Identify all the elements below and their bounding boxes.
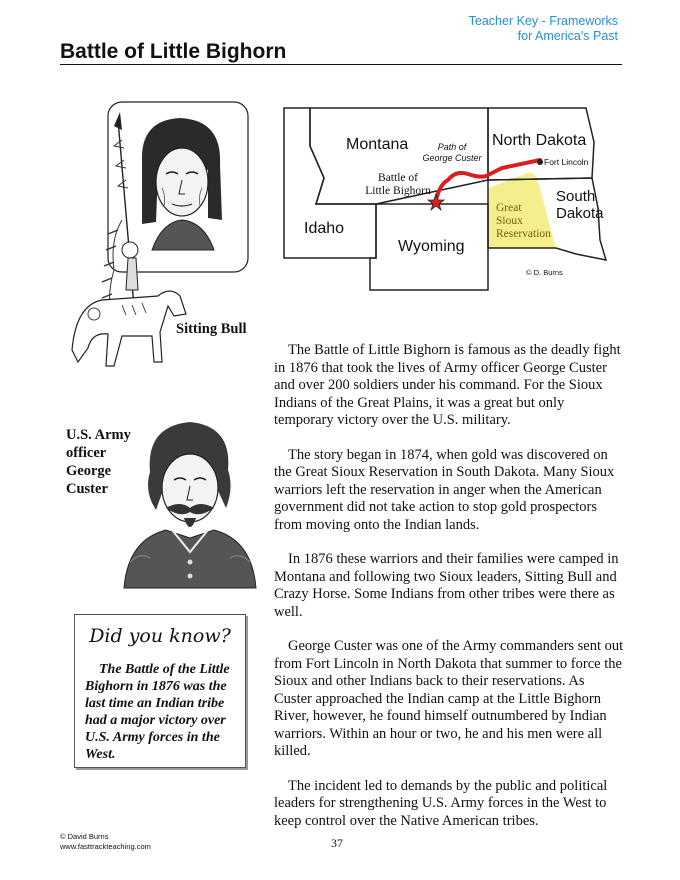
did-you-know-title: Did you know? — [89, 625, 231, 647]
custer-caption — [66, 426, 131, 498]
map-label-north-dakota: North Dakota — [492, 132, 587, 149]
page-number: 37 — [331, 836, 343, 850]
footer-copyright: © David Burns — [60, 832, 109, 841]
paragraph-5: The incident led to demands by the public and political leaders for strengthening U.S. Army forces in the West to keep control over the Native American tribes. — [274, 777, 608, 829]
george-custer-illustration — [110, 412, 260, 590]
map-label-south-dakota-line2: Dakota — [556, 205, 604, 222]
map-label-reservation-line1: Great — [496, 202, 522, 214]
title-divider — [60, 64, 622, 65]
did-you-know-box — [74, 614, 246, 768]
map-label-reservation-line3: Reservation — [496, 228, 551, 240]
map-label-path-line2: George Custer — [422, 153, 482, 163]
map-credit: © D. Burns — [526, 268, 563, 277]
map-label-path — [422, 142, 482, 164]
did-you-know-text: The Battle of the Little Bighorn in 1876 was the last time an Indian tribe had a major victory over U.S. Army forces in the West. — [85, 662, 230, 762]
fort-lincoln-marker — [537, 159, 543, 165]
map-label-battle-line2: Little Bighorn — [365, 185, 431, 197]
custer-caption-line4: Custer — [66, 481, 108, 497]
series-label — [469, 14, 618, 44]
map-label-reservation — [496, 202, 551, 241]
map-label-battle-line1: Battle of — [378, 172, 418, 184]
map-label-path-line1: Path of — [437, 142, 467, 152]
map-label-south-dakota-line1: South — [556, 188, 596, 205]
article-body — [274, 342, 624, 847]
map-label-south-dakota — [556, 188, 604, 222]
map-label-battle — [360, 172, 436, 198]
custer-caption-line1: U.S. Army — [66, 427, 131, 443]
custer-caption-line3: George — [66, 463, 112, 479]
paragraph-4: George Custer was one of the Army commanders sent out from Fort Lincoln in North Dakota that summer to force the Sioux and other Indians back to their reservations. As Custer approached the Indian camp at the Little Bighorn River, however, he found himself outnumbered by Indian warriors. Within an hour or two, he and his men were all killed. — [274, 638, 624, 759]
paragraph-3: In 1876 these warriors and their families were camped in Montana and following two Sioux leaders, Sitting Bull and Crazy Horse. Some Indians from other tribes were there as well. — [274, 551, 619, 620]
series-label-line2: for America's Past — [517, 29, 618, 43]
series-label-line1: Teacher Key - Frameworks — [468, 14, 618, 28]
did-you-know-text-wrap — [85, 661, 241, 763]
sitting-bull-caption: Sitting Bull — [176, 321, 247, 337]
map-label-montana: Montana — [346, 136, 409, 153]
map-label-idaho: Idaho — [304, 220, 345, 237]
custer-caption-line2: officer — [66, 445, 107, 461]
footer-credits — [60, 832, 151, 852]
footer-website: www.fasttrackteaching.com — [60, 842, 151, 851]
paragraph-1: The Battle of Little Bighorn is famous as the deadly fight in 1876 that took the lives of Army officer George Custer and over 200 soldiers under his command. For the Sioux Indians of the Great Plains, it was a great but only temporary victory over the U.S. military. — [274, 342, 621, 428]
map-label-reservation-line2: Sioux — [496, 215, 523, 227]
sitting-bull-illustration — [62, 100, 252, 380]
map-label-wyoming: Wyoming — [398, 238, 465, 255]
paragraph-2: The story began in 1874, when gold was discovered on the Great Sioux Reservation in South Dakota. Many Sioux warriors left the reservation in anger when the American government did not take action to stop gold prospectors from moving onto the Indian lands. — [274, 446, 615, 533]
page-title: Battle of Little Bighorn — [60, 40, 287, 63]
map-label-fort-lincoln: Fort Lincoln — [544, 157, 589, 167]
